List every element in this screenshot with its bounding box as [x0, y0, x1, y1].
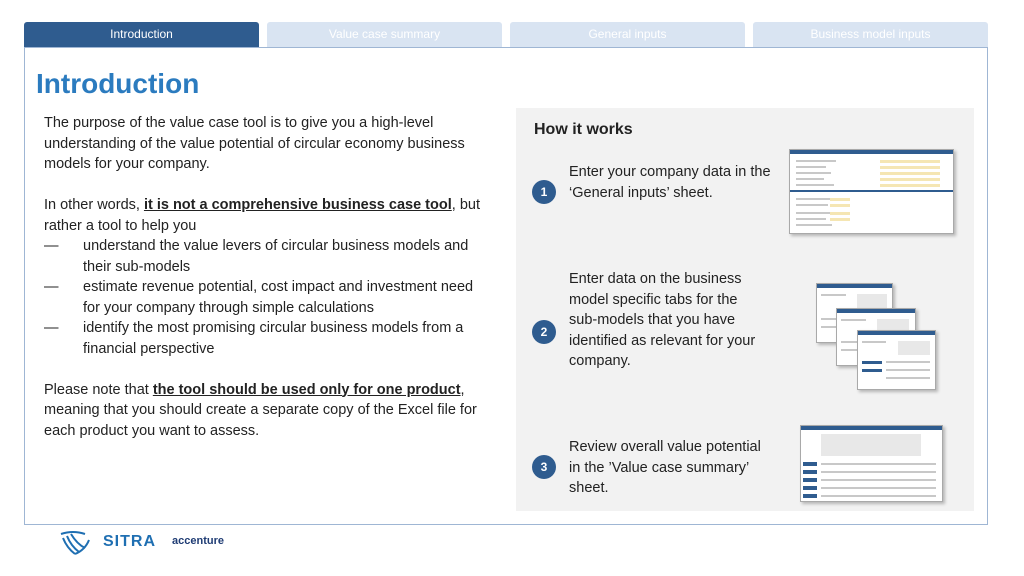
intro-p2-emphasis: it is not a comprehensive business case tool [143, 197, 452, 213]
bullet-text: understand the value levers of circular business models and their sub-models [83, 238, 469, 275]
page-title: Introduction [36, 68, 200, 99]
sheet-tabs [24, 22, 988, 47]
sitra-logo: SITRA [103, 533, 156, 550]
tab-general-inputs[interactable]: General inputs [510, 22, 745, 47]
bullet-text: estimate revenue potential, cost impact and investment need for your company through simple calculations [83, 279, 474, 316]
list-item [44, 236, 484, 277]
intro-paragraph-note [44, 380, 484, 442]
intro-p3-post: , meaning that you should create a separate copy of the Excel file for each product you want to assess. [44, 381, 477, 439]
accenture-logo: accenture [172, 535, 224, 547]
bullet-dash: — [44, 320, 59, 336]
bullet-dash: — [44, 279, 59, 295]
intro-paragraph-purpose: The purpose of the value case tool is to give you a high-level understanding of the value potential of circular economy business models for your company. [44, 115, 465, 172]
step-text-2: Enter data on the business model specific tabs for the sub-models that you have identified as relevant for your company. [569, 271, 756, 369]
intro-paragraph-other-words [44, 195, 484, 236]
sitra-symbol-icon [57, 528, 97, 558]
tab-value-case-summary[interactable]: Value case summary [267, 22, 502, 47]
value-case-summary-thumbnail [800, 425, 943, 502]
intro-p2-pre: In other words, [44, 197, 144, 213]
tab-business-model-inputs[interactable]: Business model inputs [753, 22, 988, 47]
tab-introduction[interactable]: Introduction [24, 22, 259, 47]
intro-p3-emphasis: the tool should be used only for one product [152, 381, 461, 398]
list-item [44, 277, 484, 318]
intro-p3-pre: Please note that [44, 381, 153, 398]
step-number-2: 2 [532, 320, 556, 344]
step-number-1: 1 [532, 180, 556, 204]
intro-p2-post: , but rather a tool to help you [44, 197, 480, 234]
bullet-text: identify the most promising circular business models from a financial perspective [83, 320, 464, 357]
step-text-1: Enter your company data in the ‘General inputs’ sheet. [569, 164, 771, 201]
general-inputs-thumbnail [789, 149, 954, 234]
intro-text [44, 113, 484, 441]
step-number-3: 3 [532, 455, 556, 479]
step-text-3: Review overall value potential in the ’Value case summary’ sheet. [569, 439, 761, 496]
bullet-dash: — [44, 238, 59, 254]
business-model-thumbnail-3 [857, 330, 936, 390]
how-it-works-title: How it works [534, 121, 633, 138]
list-item [44, 318, 484, 359]
